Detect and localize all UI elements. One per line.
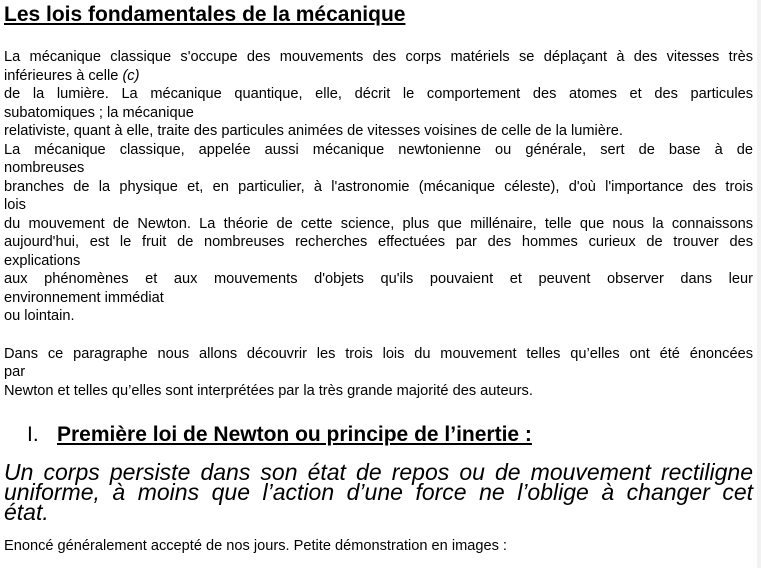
text-line: environnement immédiat (4, 289, 164, 306)
law-line: uniforme, à moins que l’action d’une force ne l’oblige à changer cet (4, 479, 753, 505)
text-line: de la lumière. La mécanique quantique, elle, décrit le comportement des atomes et des particules (4, 86, 753, 102)
text-line: La mécanique classique s'occupe des mouvements des corps matériels se déplaçant à des vitesses très (4, 49, 753, 65)
text-line: par (4, 364, 26, 380)
section-number: I. (27, 423, 39, 446)
text-line: aujourd'hui, est le fruit de nombreuses recherches effectuées par des hommes curieux de trouver des (4, 234, 753, 250)
section-title: Première loi de Newton ou principe de l’inertie : (57, 423, 532, 446)
footer-text: Enoncé généralement accepté de nos jours. Petite démonstration en images : (4, 538, 507, 554)
law-line: état. (4, 499, 49, 525)
intro-text (4, 48, 753, 400)
text-line: nombreuses (4, 160, 85, 176)
text-line: relativiste, quant à elle, traite des particules animées de vitesses voisines de celle de la lumière. (4, 123, 623, 139)
copyright-mark: (c) (122, 67, 140, 84)
document-title: Les lois fondamentales de la mécanique (4, 3, 406, 26)
text-fragment: inférieures à celle (4, 67, 123, 84)
text-line: explications (4, 252, 81, 269)
text-line: Newton et telles qu’elles sont interprétées par la très grande majorité des auteurs. (4, 382, 533, 399)
text-line: subatomiques ; la mécanique (4, 104, 194, 121)
text-line: du mouvement de Newton. La théorie de cette science, plus que millénaire, telle que nous la connaissons (4, 215, 753, 232)
law-line: Un corps persiste dans son état de repos ou de mouvement rectiligne (4, 459, 753, 485)
law-statement (4, 459, 753, 525)
section-heading (27, 421, 532, 449)
text-line: Dans ce paragraphe nous allons découvrir les trois lois du mouvement telles qu’elles ont été énoncées (4, 345, 753, 362)
text-line: branches de la physique et, en particulier, à l'astronomie (mécanique céleste), d'où l'importance des trois (4, 178, 753, 195)
text-line: ou lointain. (4, 308, 75, 324)
text-line (4, 67, 753, 86)
paragraph-gap (4, 326, 753, 345)
text-line: lois (4, 197, 26, 213)
page-edge (757, 0, 761, 568)
text-line: La mécanique classique, appelée aussi mécanique newtonienne ou générale, sert de base à de (4, 141, 753, 158)
text-line: aux phénomènes et aux mouvements d'objets qu'ils pouvaient et peuvent observer dans leur (4, 271, 753, 287)
